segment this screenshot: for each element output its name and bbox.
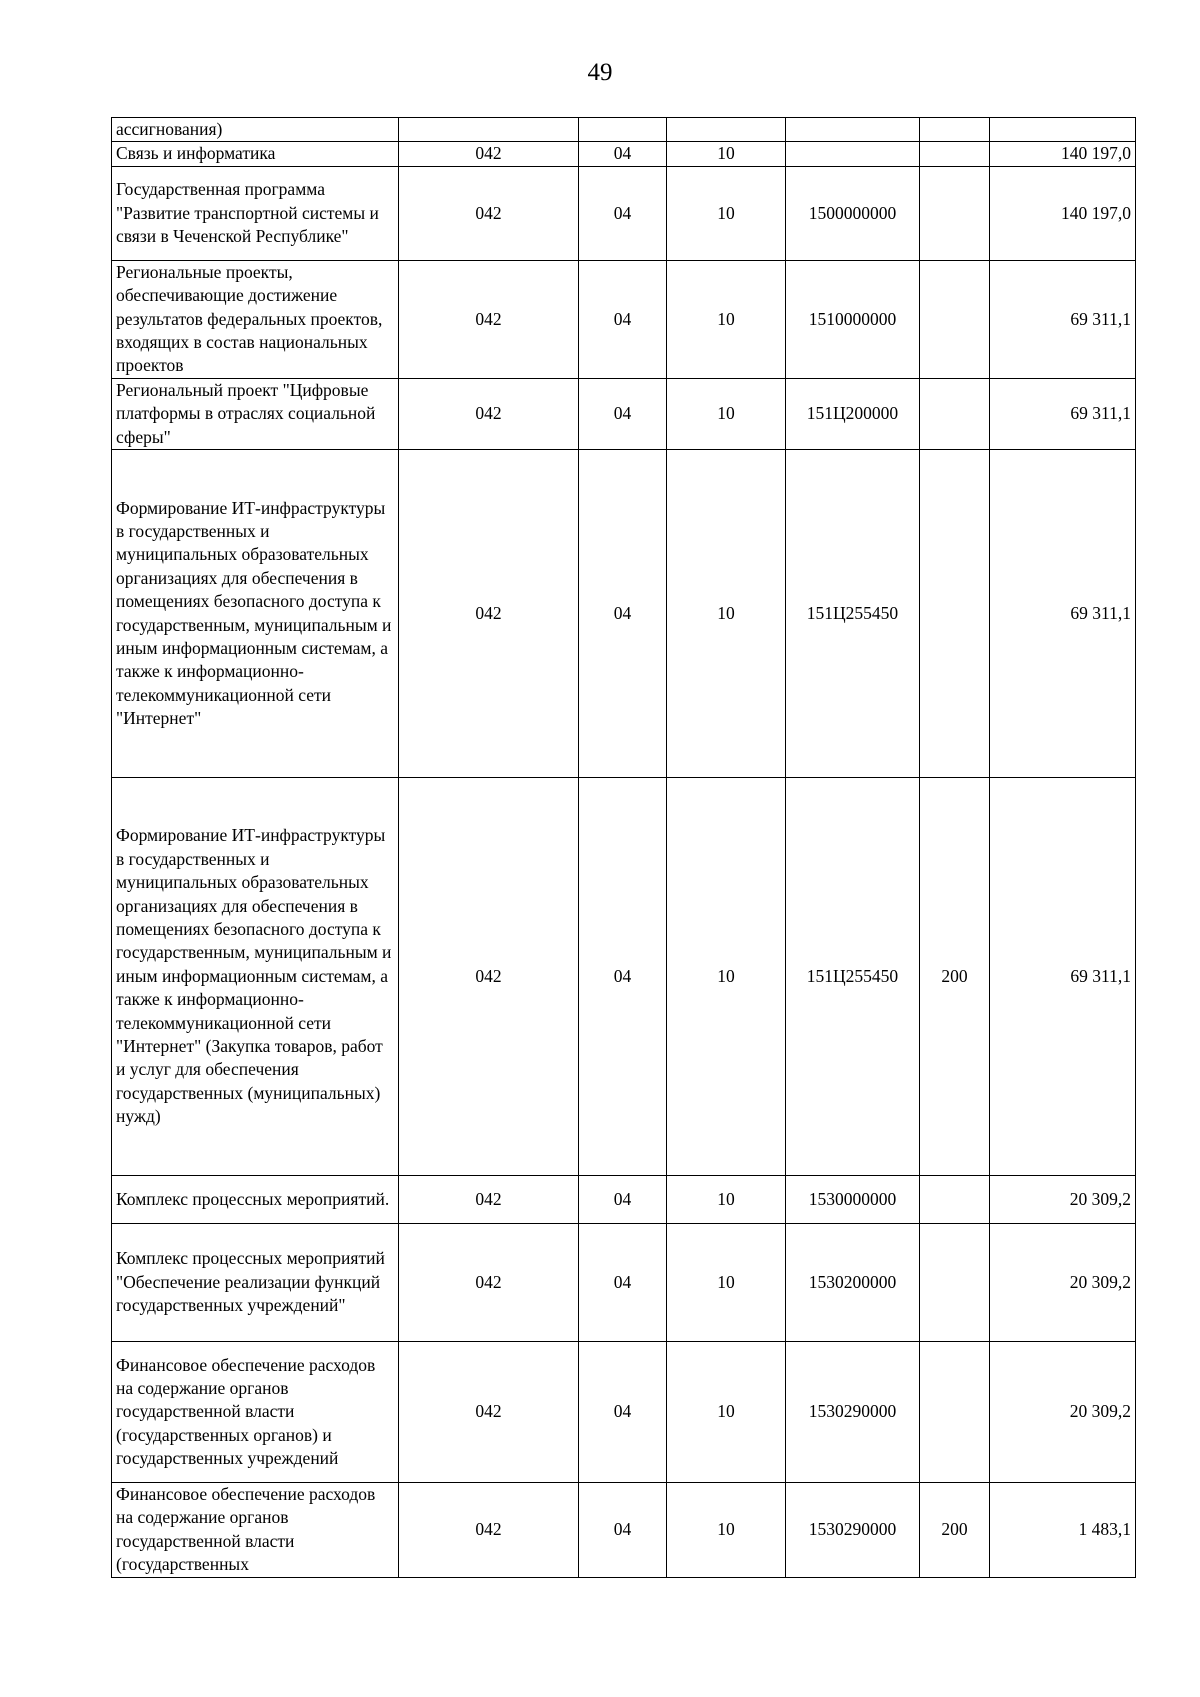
section-code: 04: [579, 260, 667, 378]
target-code: 151Ц255450: [786, 778, 920, 1176]
subsection-code: 10: [667, 1224, 786, 1342]
amount: [990, 118, 1136, 142]
subsection-code: 10: [667, 1342, 786, 1483]
target-code: 1530290000: [786, 1342, 920, 1483]
target-code: 1500000000: [786, 166, 920, 260]
ministry-code: 042: [399, 166, 579, 260]
subsection-code: 10: [667, 166, 786, 260]
expense-type-code: [920, 1224, 990, 1342]
row-name: Государственная программа "Развитие транспортной системы и связи в Чеченской Республике": [112, 166, 399, 260]
expense-type-code: [920, 450, 990, 778]
subsection-code: 10: [667, 778, 786, 1176]
amount: 140 197,0: [990, 142, 1136, 166]
table-row: [112, 378, 1136, 449]
target-code: 151Ц200000: [786, 378, 920, 449]
expense-type-code: [920, 378, 990, 449]
expense-type-code: 200: [920, 1483, 990, 1578]
target-code: [786, 142, 920, 166]
table-row: [112, 260, 1136, 378]
table-row: [112, 1224, 1136, 1342]
amount: 140 197,0: [990, 166, 1136, 260]
subsection-code: 10: [667, 378, 786, 449]
amount: 20 309,2: [990, 1176, 1136, 1224]
table-row: [112, 166, 1136, 260]
section-code: 04: [579, 1342, 667, 1483]
expense-type-code: [920, 166, 990, 260]
section-code: 04: [579, 778, 667, 1176]
ministry-code: 042: [399, 450, 579, 778]
amount: 20 309,2: [990, 1342, 1136, 1483]
section-code: 04: [579, 1176, 667, 1224]
subsection-code: 10: [667, 142, 786, 166]
table-row: [112, 1176, 1136, 1224]
expense-type-code: [920, 1176, 990, 1224]
target-code: 1510000000: [786, 260, 920, 378]
ministry-code: 042: [399, 778, 579, 1176]
expense-type-code: [920, 1342, 990, 1483]
section-code: 04: [579, 142, 667, 166]
row-name: Финансовое обеспечение расходов на содержание органов государственной власти (государственных органов) и государственных учреждений: [112, 1342, 399, 1483]
row-name: Формирование ИТ-инфраструктуры в государственных и муниципальных образовательных организациях для обеспечения в помещениях безопасного доступа к государственным, муниципальным и иным информационным системам, а также к информационно-телекоммуникационной сети "Интернет" (Закупка товаров, работ и услуг для обеспечения государственных (муниципальных) нужд): [112, 778, 399, 1176]
expense-type-code: 200: [920, 778, 990, 1176]
subsection-code: [667, 118, 786, 142]
section-code: 04: [579, 1483, 667, 1578]
page-number: 49: [587, 59, 613, 86]
section-code: 04: [579, 166, 667, 260]
section-code: [579, 118, 667, 142]
row-name: Комплекс процессных мероприятий.: [112, 1176, 399, 1224]
subsection-code: 10: [667, 1176, 786, 1224]
expense-type-code: [920, 118, 990, 142]
table-row: [112, 142, 1136, 166]
section-code: 04: [579, 1224, 667, 1342]
row-name: Комплекс процессных мероприятий "Обеспечение реализации функций государственных учреждений": [112, 1224, 399, 1342]
ministry-code: 042: [399, 1224, 579, 1342]
section-code: 04: [579, 450, 667, 778]
row-name: ассигнования): [112, 118, 399, 142]
subsection-code: 10: [667, 260, 786, 378]
section-code: 04: [579, 378, 667, 449]
amount: 1 483,1: [990, 1483, 1136, 1578]
expense-type-code: [920, 260, 990, 378]
table-row: [112, 1342, 1136, 1483]
row-name: Региональные проекты, обеспечивающие достижение результатов федеральных проектов, входящих в состав национальных проектов: [112, 260, 399, 378]
table-row: [112, 118, 1136, 142]
ministry-code: 042: [399, 260, 579, 378]
row-name: Региональный проект "Цифровые платформы в отраслях социальной сферы": [112, 378, 399, 449]
row-name: Формирование ИТ-инфраструктуры в государственных и муниципальных образовательных организациях для обеспечения в помещениях безопасного доступа к государственным, муниципальным и иным информационным системам, а также к информационно-телекоммуникационной сети "Интернет": [112, 450, 399, 778]
ministry-code: 042: [399, 1483, 579, 1578]
amount: 69 311,1: [990, 378, 1136, 449]
table-row: [112, 778, 1136, 1176]
target-code: [786, 118, 920, 142]
amount: 69 311,1: [990, 260, 1136, 378]
amount: 69 311,1: [990, 778, 1136, 1176]
ministry-code: 042: [399, 378, 579, 449]
target-code: 151Ц255450: [786, 450, 920, 778]
table-row: [112, 450, 1136, 778]
ministry-code: [399, 118, 579, 142]
amount: 20 309,2: [990, 1224, 1136, 1342]
amount: 69 311,1: [990, 450, 1136, 778]
target-code: 1530200000: [786, 1224, 920, 1342]
subsection-code: 10: [667, 1483, 786, 1578]
budget-table: [111, 117, 1136, 1578]
ministry-code: 042: [399, 1176, 579, 1224]
expense-type-code: [920, 142, 990, 166]
ministry-code: 042: [399, 1342, 579, 1483]
ministry-code: 042: [399, 142, 579, 166]
row-name: Финансовое обеспечение расходов на содержание органов государственной власти (государственных: [112, 1483, 399, 1578]
target-code: 1530290000: [786, 1483, 920, 1578]
subsection-code: 10: [667, 450, 786, 778]
table-row: [112, 1483, 1136, 1578]
row-name: Связь и информатика: [112, 142, 399, 166]
target-code: 1530000000: [786, 1176, 920, 1224]
